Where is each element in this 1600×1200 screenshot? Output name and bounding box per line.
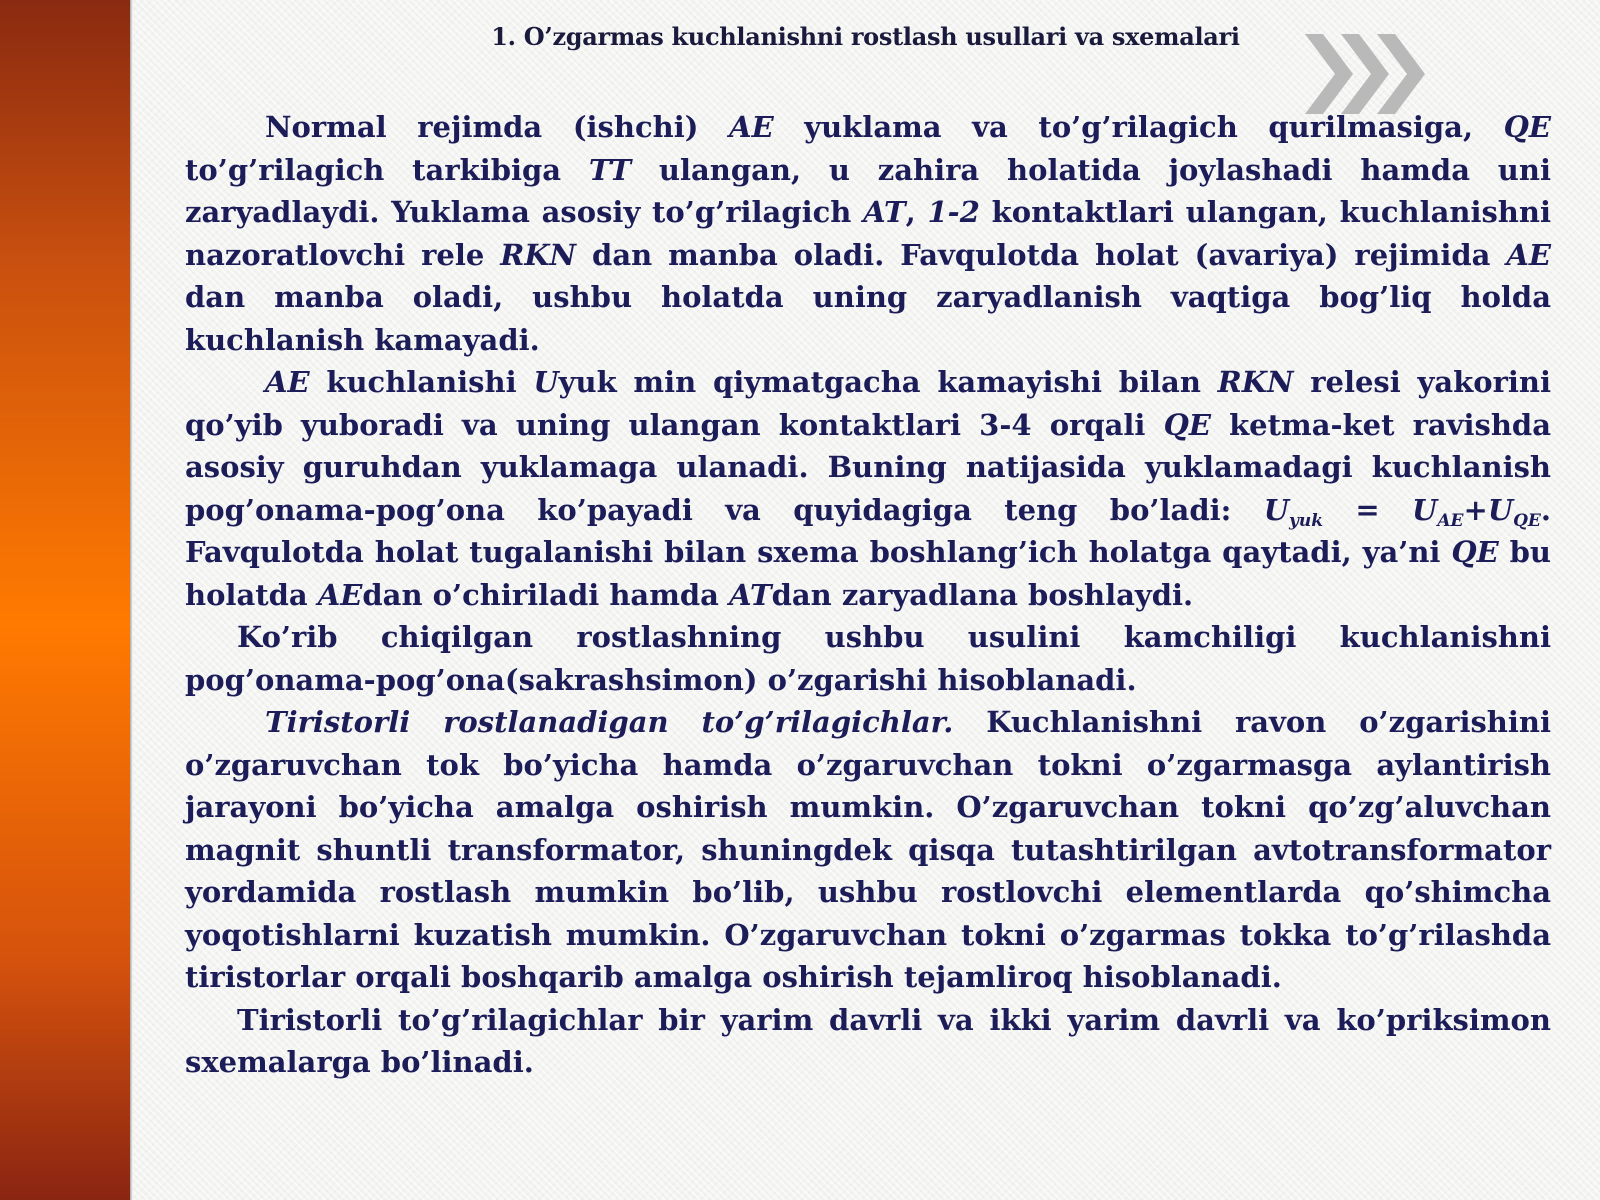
slide-title: 1. O’zgarmas kuchlanishni rostlash usullari va sxemalari [491, 22, 1240, 51]
term-ae: AE [265, 365, 310, 399]
formula-plus: + [1463, 492, 1488, 527]
text-run: Tiristorli to’g’rilagichlar bir yarim davrli va ikki yarim davrli va ko’priksimon sxemalarga bo’linadi. [185, 1002, 1551, 1079]
term-ae: AE [1506, 237, 1551, 272]
triple-chevron-right-icon [1305, 34, 1425, 114]
text-run: dan zaryadlana boshlaydi. [771, 577, 1194, 612]
formula-subscript: AE [1437, 510, 1464, 531]
paragraph-drawback [185, 616, 1551, 701]
text-run: yuklama va to’g’rilagich qurilmasiga, [773, 110, 1504, 144]
term-rkn: RKN [500, 237, 577, 272]
paragraph-rectifier-types [185, 999, 1551, 1084]
text-run: ulangan, u zahira holatida joylashadi hamda uni zaryadlaydi. Yuklama asosiy to’g’rilagich [185, 152, 1551, 229]
text-run: dan o’chiriladi hamda [362, 577, 730, 612]
term-ae: AE [729, 110, 774, 144]
formula-subscript: QE [1513, 510, 1541, 531]
text-run: kuchlanishi [309, 365, 534, 399]
text-run: . Favqulotda holat tugalanishi bilan sxema boshlang’ich holatga qaytadi, ya’ni [185, 492, 1551, 569]
formula-symbol: U [1263, 492, 1289, 527]
formula-symbol: U [1487, 492, 1514, 527]
text-run: ketma-ket ravishda asosiy guruhdan yuklamaga ulanadi. Buning natijasida yuklamadagi kuchlanish pog’onama-pog’ona ko’payadi va quyidagiga teng bo’ladi: [185, 407, 1552, 527]
term-tt: TT [588, 152, 632, 187]
term-qe: QE [1163, 407, 1211, 442]
subheading-thyristor-rectifiers: Tiristorli rostlanadigan to’g’rilagichlar. [265, 705, 954, 739]
term-contacts-1-2: 1-2 [927, 195, 980, 229]
text-run: to’g’rilagich tarkibiga [185, 152, 589, 187]
paragraph-normal-mode [185, 106, 1551, 361]
text-run: Normal rejimda (ishchi) [265, 110, 730, 144]
text-run: dan manba oladi. Favqulotda holat (avariya) rejimida [576, 237, 1507, 272]
term-u: U [533, 365, 559, 399]
term-rkn: RKN [1217, 365, 1294, 399]
text-run: yuk min qiymatgacha kamayishi bilan [558, 365, 1218, 399]
text-run: Ko’rib chiqilgan rostlashning ushbu usulini kamchiligi kuchlanishni pog’onama-pog’ona(sakrashsimon) o’zgarishi hisoblanadi. [185, 620, 1551, 697]
formula-equals: = [1323, 492, 1413, 527]
term-ae: AE [317, 577, 363, 612]
term-at: AT [863, 195, 906, 229]
term-qe: QE [1451, 535, 1499, 569]
paragraph-voltage-drop [185, 361, 1551, 616]
formula-subscript: yuk [1288, 510, 1324, 531]
text-run: relesi yakorini qo’yib yuboradi va uning ulangan kontaktlari 3-4 orqali [185, 365, 1551, 442]
slide-body [185, 106, 1551, 1084]
formula-u-sum [1263, 492, 1541, 531]
text-run: , [905, 195, 928, 229]
text-run: dan manba oladi, ushbu holatda uning zaryadlanish vaqtiga bog’liq holda kuchlanish kamayadi. [185, 280, 1551, 357]
formula-symbol: U [1412, 492, 1438, 527]
term-qe: QE [1503, 110, 1552, 144]
accent-side-bar [0, 0, 130, 1200]
text-run: kontaktlari ulangan, kuchlanishni nazoratlovchi rele [185, 195, 1551, 272]
paragraph-thyristor-rectifiers [185, 701, 1551, 999]
text-run: bu holatda [185, 535, 1551, 612]
term-at: AT [729, 577, 772, 612]
text-run: Kuchlanishni ravon o’zgarishini o’zgaruvchan tok bo’yicha hamda o’zgaruvchan tokni o’zgarmasga aylantirish jarayoni bo’yicha amalga oshirish mumkin. O’zgaruvchan tokni qo’zg’aluvchan magnit shuntli transformator, shuningdek qisqa tutashtirilgan avtotransformator yordamida rostlash mumkin bo’lib, ushbu rostlovchi elementlarda qo’shimcha yoqotishlarni kuzatish mumkin. O’zgaruvchan tokni o’zgarmas tokka to’g’rilashda tiristorlar orqali boshqarib amalga oshirish tejamliroq hisoblanadi. [185, 705, 1552, 994]
